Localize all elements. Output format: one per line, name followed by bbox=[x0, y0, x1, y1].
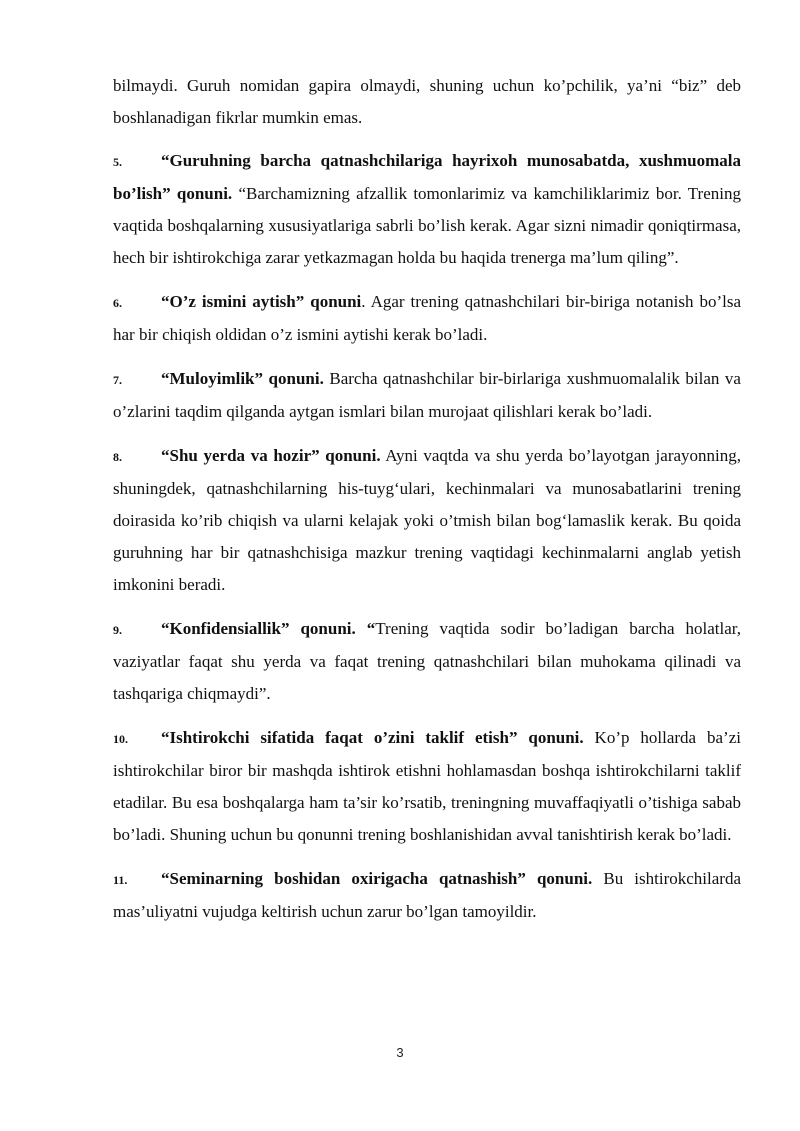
rule-9 bbox=[113, 613, 741, 710]
rule-5 bbox=[113, 145, 741, 274]
rule-text: Trening vaqtida sodir bo’ladigan barcha holatlar, vaziyatlar faqat shu yerda va faqat trening qatnashchilari bilan muhokama qilinadi va tashqariga chiqmaydi”. bbox=[113, 619, 741, 703]
rule-title: “Guruhning barcha qatnashchilariga hayrixoh munosabatda, xushmuomala bo’lish” qonuni. bbox=[113, 151, 741, 203]
document-page bbox=[113, 70, 741, 940]
rule-title: “O’z ismini aytish” qonuni bbox=[161, 292, 362, 311]
rule-11 bbox=[113, 863, 741, 928]
rule-number: 8. bbox=[113, 450, 122, 464]
rule-number: 11. bbox=[113, 873, 128, 887]
rule-number: 7. bbox=[113, 373, 122, 387]
rule-text: . Agar trening qatnashchilari bir-biriga notanish bo’lsa har bir chiqish oldidan o’z ismini aytishi kerak bo’ladi. bbox=[113, 292, 741, 344]
rule-text: Barcha qatnashchilar bir-birlariga xushmuomalalik bilan va o’zlarini taqdim qilganda aytgan ismlari bilan murojaat qilishlari kerak bo’ladi. bbox=[113, 369, 741, 421]
rule-title: “Shu yerda va hozir” qonuni. bbox=[161, 446, 381, 465]
page-number: 3 bbox=[396, 1045, 404, 1060]
rule-8 bbox=[113, 440, 741, 601]
rule-title: “Muloyimlik” qonuni. bbox=[161, 369, 324, 388]
rule-text: “Barchamizning afzallik tomonlarimiz va kamchiliklarimiz bor. Trening vaqtida boshqalarning xususiyatlariga sabrli bo’lish kerak. Agar sizni nimadir qoniqtirmasa, hech bir ishtirokchiga zarar yetkazmagan holda bu haqida trenerga ma’lum qiling”. bbox=[113, 184, 741, 267]
rule-6 bbox=[113, 286, 741, 351]
rule-number: 9. bbox=[113, 623, 122, 637]
rule-text: Bu ishtirokchilarda mas’uliyatni vujudga keltirish uchun zarur bo’lgan tamoyildir. bbox=[113, 869, 741, 921]
rule-10 bbox=[113, 722, 741, 851]
rule-number: 10. bbox=[113, 732, 128, 746]
rule-title: “Konfidensiallik” qonuni. “ bbox=[161, 619, 376, 638]
intro-paragraph: bilmaydi. Guruh nomidan gapira olmaydi, shuning uchun ko’pchilik, ya’ni “biz” deb boshlanadigan fikrlar mumkin emas. bbox=[113, 76, 741, 127]
rule-number: 5. bbox=[113, 155, 122, 169]
rule-7 bbox=[113, 363, 741, 428]
rule-text: Ko’p hollarda ba’zi ishtirokchilar biror bir mashqda ishtirok etishni hohlamasdan boshqa ishtirokchilarni taklif etadilar. Bu esa boshqalarga ham ta’sir ko’rsatib, treningning muvaffaqiyatli o’tishiga sabab bo’ladi. Shuning uchun bu qonunni trening boshlanishidan avval tanishtirish kerak bo’ladi. bbox=[113, 728, 741, 844]
rule-title: “Seminarning boshidan oxirigacha qatnashish” qonuni. bbox=[161, 869, 593, 888]
rule-text: Ayni vaqtda va shu yerda bo’layotgan jarayonning, shuningdek, qatnashchilarning his-tuyg‘ulari, kechinmalari va munosabatlarini trening doirasida ko’rib chiqish va ularni kelajak yoki o’tmish bilan bog‘lamaslik kerak. Bu qoida guruhning har bir qatnashchisiga mazkur trening vaqtidagi kechinmalarni anglab yetish imkonini beradi. bbox=[113, 446, 741, 594]
rule-number: 6. bbox=[113, 296, 122, 310]
rule-title: “Ishtirokchi sifatida faqat o’zini taklif etish” qonuni. bbox=[161, 728, 584, 747]
